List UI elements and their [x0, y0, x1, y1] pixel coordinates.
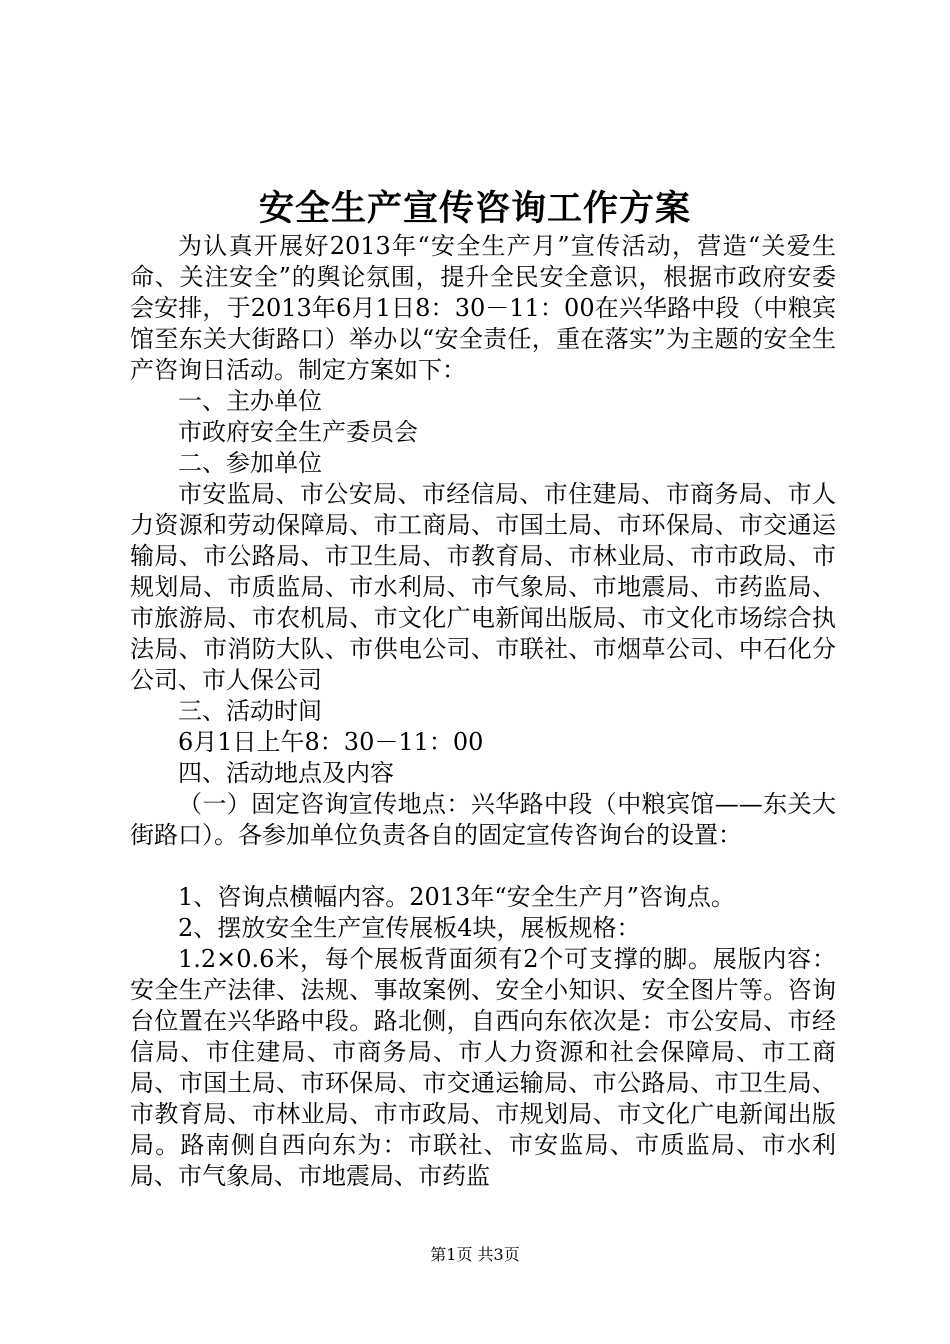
time-text: 6月1日上午8：30－11：00: [178, 728, 484, 756]
section-heading-time: 三、活动时间: [178, 697, 322, 725]
banner-item: 1、咨询点横幅内容。2013年“安全生产月”咨询点。: [178, 883, 735, 911]
document-body: [130, 231, 836, 1192]
section-heading-location: 四、活动地点及内容: [178, 759, 394, 787]
participants-text: 市安监局、市公安局、市经信局、市住建局、市商务局、市人力资源和劳动保障局、市工商局、市国土局、市环保局、市交通运输局、市公路局、市卫生局、市教育局、市林业局、市市政局、市规划局、市质监局、市水利局、市气象局、市地震局、市药监局、市旅游局、市农机局、市文化广电新闻出版局、市文化市场综合执法局、市消防大队、市供电公司、市联社、市烟草公司、中石化分公司、市人保公司: [130, 480, 836, 694]
board-spec-paragraph: 1.2×0.6米，每个展板背面须有2个可支撑的脚。展版内容：安全生产法律、法规、事故案例、安全小知识、安全图片等。咨询台位置在兴华路中段。路北侧，自西向东依次是：市公安局、市经信局、市住建局、市商务局、市人力资源和社会保障局、市工商局、市国土局、市环保局、市交通运输局、市公路局、市卫生局、市教育局、市林业局、市市政局、市规划局、市文化广电新闻出版局。路南侧自西向东为：市联社、市安监局、市质监局、市水利局、市气象局、市地震局、市药监: [130, 945, 836, 1190]
paragraph-gap: [130, 851, 836, 882]
intro-paragraph: 为认真开展好2013年“安全生产月”宣传活动，营造“关爱生命、关注安全”的舆论氛围，提升全民安全意识，根据市政府安委会安排，于2013年6月1日8：30－11：00在兴华路中段（中粮宾馆至东关大街路口）举办以“安全责任，重在落实”为主题的安全生产咨询日活动。制定方案如下：: [130, 232, 836, 384]
location-paragraph: （一）固定咨询宣传地点：兴华路中段（中粮宾馆——东关大街路口）。各参加单位负责各自的固定宣传咨询台的设置：: [130, 790, 836, 849]
section-heading-participants: 二、参加单位: [178, 449, 322, 477]
display-board-item: 2、摆放安全生产宣传展板4块，展板规格：: [178, 914, 641, 942]
page-footer: 第1页 共3页: [430, 1245, 520, 1264]
section-heading-organizer: 一、主办单位: [178, 387, 322, 415]
organizer-text: 市政府安全生产委员会: [178, 418, 418, 446]
document-title: 安全生产宣传咨询工作方案: [258, 188, 691, 229]
